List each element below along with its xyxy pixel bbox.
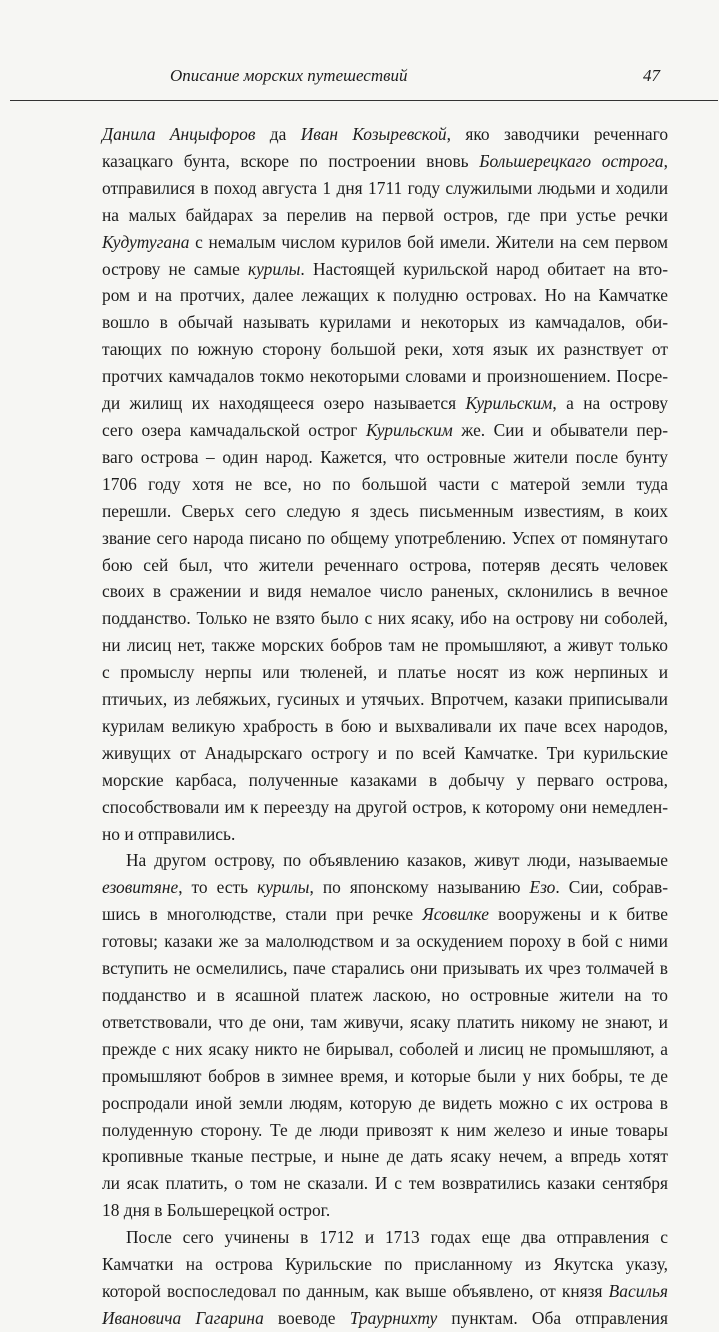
text-line: своих в сражении и видя немалое число раненых, склонились в вечное xyxy=(102,581,668,602)
text-line: перешли. Сверьх сего следую я здесь письменным известиям, в коих xyxy=(102,500,668,521)
text-line: 1706 году хотя не все, но по большой части с матерой земли туда xyxy=(102,473,668,494)
text-line: ответствовали, что де они, там живучи, ясаку платить никому не знают, и xyxy=(102,1011,668,1032)
text-line: подданство. Только не взято было с них ясаку, ибо на острову ни соболей, xyxy=(102,608,668,629)
text-line: Камчатки на острова Курильские по присланному из Якутска указу, xyxy=(102,1254,668,1275)
text-line: Кудутугана с немалым числом курилов бой имели. Жители на сем первом xyxy=(102,231,668,252)
text-line: ни лисиц нет, также морских бобров там не промышляют, а живут только xyxy=(102,635,668,656)
text-line: езовитяне, то есть курилы, по японскому называнию Езо. Сии, собрав- xyxy=(102,877,668,898)
text-line: шись в многолюдстве, стали при речке Ясовилке вооружены и к битве xyxy=(102,904,669,925)
running-title: Описание морских путешествий xyxy=(170,66,408,85)
text-line: прежде с них ясаку никто не бирывал, соболей и лисиц не промышляют, а xyxy=(102,1038,668,1059)
text-line: способствовали им к переезду на другой остров, к которому они немедлен- xyxy=(102,796,668,817)
text-line: курилам великую храбрость в бою и выхваливали их паче всех народов, xyxy=(102,715,668,736)
text-line: птичьих, из лебяжьих, гусиных и утячьих. Впротчем, казаки приписывали xyxy=(102,689,668,710)
header-rule xyxy=(10,100,718,101)
text-line: тающих по южную сторону большой реки, хотя язык их разнствует от xyxy=(102,339,668,360)
text-line: ли ясак платить, о том не сказали. И с тем возвратились казаки сентября xyxy=(102,1173,668,1194)
text-line: промышляют бобров в зимнее время, и которые были у них бобры, те де xyxy=(102,1065,668,1086)
text-line: ди жилищ их находящееся озеро называется Курильским, а на острову xyxy=(102,393,668,414)
text-line: с промыслу нерпы или тюленей, и платье носят из кож нерпиных и xyxy=(102,662,668,683)
running-header xyxy=(170,66,660,86)
text-line: ром и на протчих, далее лежащих к полудню островах. Но на Камчатке xyxy=(102,285,668,306)
text-line: кропивные тканые пестрые, и ныне де дать ясаку нечем, а впредь хотят xyxy=(102,1146,668,1167)
text-line: Ивановича Гагарина воеводе Траурнихту пунктам. Оба отправления xyxy=(102,1307,668,1328)
text-line: протчих камчадалов токмо некоторыми словами и произношением. Посре- xyxy=(102,366,668,387)
text-line: вступить не осмелились, паче старались они призывать их чрез толмачей в xyxy=(102,958,668,979)
text-line: морские карбаса, полученные казаками в добычу у перваго острова, xyxy=(102,769,668,790)
text-line: острову не самые курилы. Настоящей курильской народ обитает на вто- xyxy=(102,258,668,279)
text-line: Данила Анцыфоров да Иван Козыревской, яко заводчики реченнаго xyxy=(102,124,669,144)
text-line: На другом острову, по объявлению казаков, живут люди, называемые xyxy=(126,850,668,871)
text-line: отправилися в поход августа 1 дня 1711 году служилыми людьми и ходили xyxy=(102,177,668,198)
page-number: 47 xyxy=(643,66,660,85)
text-line: сего озера камчадальской острог Курильским же. Сии и обыватели пер- xyxy=(102,419,668,440)
text-line: 18 дня в Большерецкой острог. xyxy=(102,1200,331,1221)
text-line: казацкаго бунта, вскоре по построении вновь Большерецкаго острога, xyxy=(102,150,668,171)
text-line: подданство и в ясашной платеж ласкою, но островные жители на то xyxy=(102,985,668,1005)
text-line: ваго острова – один народ. Кажется, что островные жители после бунту xyxy=(102,446,668,467)
text-line: живущих от Анадырскаго острогу и по всей Камчатке. Три курильские xyxy=(102,742,668,763)
text-line: полуденную сторону. Те де люди привозят к ним железо и иные товары xyxy=(102,1119,668,1140)
text-line: вошло в обычай называть курилами и некоторых из камчадалов, оби- xyxy=(102,312,668,333)
text-line: После сего учинены в 1712 и 1713 годах еще два отправления с xyxy=(126,1227,668,1248)
text-line: готовы; казаки же за малолюдством и за оскудением пороху в бой с ними xyxy=(102,931,668,952)
text-line: роспродали иной земли людям, которую де видеть можно с их острова в xyxy=(102,1092,668,1113)
body-text xyxy=(102,121,668,1332)
text-line: которой воспоследовал по данным, как выше объявлено, от князя Василья xyxy=(102,1280,668,1301)
text-line: звание сего народа писано по общему употреблению. Успех от помянутаго xyxy=(102,527,668,548)
text-line: но и отправились. xyxy=(102,823,236,844)
text-line: бою сей был, что жители реченнаго острова, потеряв десять человек xyxy=(102,554,668,575)
text-line: на малых байдарах за перелив на первой остров, где при устье речки xyxy=(102,204,668,225)
